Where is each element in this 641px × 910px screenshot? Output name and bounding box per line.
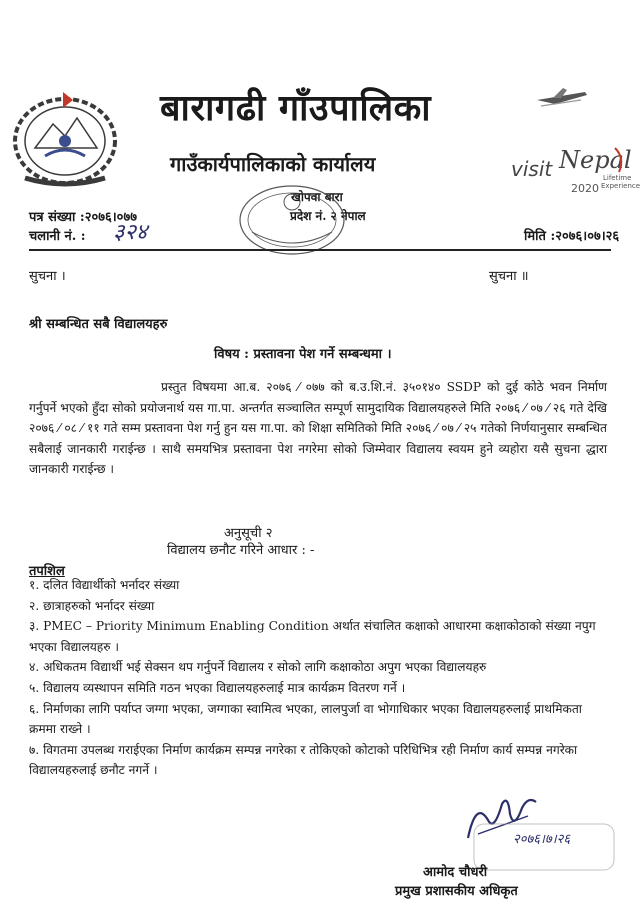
dispatch-label: चलानी नं. :: [29, 229, 86, 244]
list-item: ३. PMEC – Priority Minimum Enabling Condition अर्थात संचालित कक्षाको आधारमा कक्षाकोठाको संख्या नपुग भएका विद्यालयहरु ।: [29, 619, 596, 654]
list-item: ७. विगतमा उपलब्ध गराईएका निर्माण कार्यक्रम सम्पन्न नगरेका र तोकिएको कोटाको परिधिभित्र रही निर्माण कार्य सम्पन्न नगरेका विद्यालयहरुलाई छनौट नगर्ने ।: [29, 742, 578, 778]
selection-criteria-list: [29, 575, 609, 781]
logo-visit-text: visit: [511, 157, 553, 181]
header-divider: [29, 249, 611, 251]
office-name: गाउँकार्यपालिकाको कार्यालय: [170, 152, 376, 176]
letter-number: पत्र संख्या :२०७६।०७७: [29, 210, 137, 225]
list-item: ४. अधिकतम विद्यार्थी भई सेक्सन थप गर्नुपर्ने विद्यालय र सोको लागि कक्षाकोठा अपुग भएका विद्यालयहरु: [29, 660, 487, 675]
subject-line: विषय : प्रस्तावना पेश गर्ने सम्बन्धमा ।: [214, 347, 392, 362]
notice-label-right: सुचना ॥: [489, 269, 529, 284]
dispatch-number: ३२४: [113, 220, 148, 245]
details-heading: तपशिल: [29, 564, 65, 579]
airplane-icon: [535, 86, 589, 110]
addressee: श्री सम्बन्धित सबै विद्यालयहरु: [29, 317, 168, 332]
logo-tagline2-text: Experience: [601, 182, 641, 190]
office-seal-icon: [232, 182, 352, 267]
list-item: ६. निर्माणका लागि पर्याप्त जग्गा भएका, जग्गाका स्वामित्व भएका, लालपुर्जा वा भोगाधिकार भएका विद्यालयहरुलाई प्राथमिकता क्रममा राख्ने ।: [29, 701, 582, 737]
annex-title: अनुसूची २: [224, 526, 273, 541]
logo-year-text: 2020: [571, 182, 599, 195]
office-address-line1: खोपवा बारा: [291, 190, 343, 204]
signatory-title: प्रमुख प्रशासकीय अधिकृत: [395, 884, 518, 899]
list-item: २. छात्राहरुको भर्नादर संख्या: [29, 598, 155, 613]
notice-label-left: सुचना ।: [29, 269, 66, 284]
list-item: ५. विद्यालय व्यस्थापन समिति गठन भएका विद्यालयहरुलाई मात्र कार्यक्रम वितरण गर्ने ।: [29, 680, 406, 695]
body-paragraph: प्रस्तुत विषयमा आ.ब. २०७६ ⁄ ०७७ को ब.उ.शि.नं. ३५०१४० SSDP को दुई कोठे भवन निर्माण गर्नुपर्ने भएको हुँदा सोको प्रयोजनार्थ यस गा.पा. अन्तर्गत सञ्चालित सम्पूर्ण सामुदायिक विद्यालयहरुले मिति २०७६ ⁄ ०७ ⁄ २६ गते देखि २०७६ ⁄ ०८ ⁄ ११ गते सम्म प्रस्तावना पेश गर्नु हुन यस गा.पा. को शिक्षा समितिको मिति २०७६ ⁄ ०७ ⁄ २५ गतेको निर्णयानुसार सम्बन्धित सबैलाई जानकारी गराईन्छ । साथै समयभित्र प्रस्तावना पेश नगरेमा सोको जिम्मेवार विद्यालय स्वयम हुने व्यहोरा यसै सुचना द्धारा जानकारी गराईन्छ ।: [29, 380, 607, 476]
visit-nepal-logo-icon: [503, 138, 641, 200]
signature-date: २०७६।७।२६: [513, 832, 571, 847]
logo-tagline1-text: Lifetime: [603, 174, 632, 182]
nepal-emblem-icon: [5, 86, 125, 196]
annex-subtitle: विद्यालय छनौट गरिने आधार : -: [167, 543, 315, 558]
logo-nepal-text: Nepal: [559, 146, 632, 174]
list-item: १. दलित विद्यार्थीको भर्नादर संख्या: [29, 578, 180, 592]
office-address-line2: प्रदेश नं. २ नेपाल: [290, 209, 366, 223]
municipality-title: बारागढी गाँउपालिका: [160, 87, 432, 129]
signatory-seal-icon: [470, 818, 620, 878]
signatory-name: आमोद चौधरी: [423, 865, 488, 880]
letter-date: मिति :२०७६।०७।२६: [524, 229, 620, 244]
